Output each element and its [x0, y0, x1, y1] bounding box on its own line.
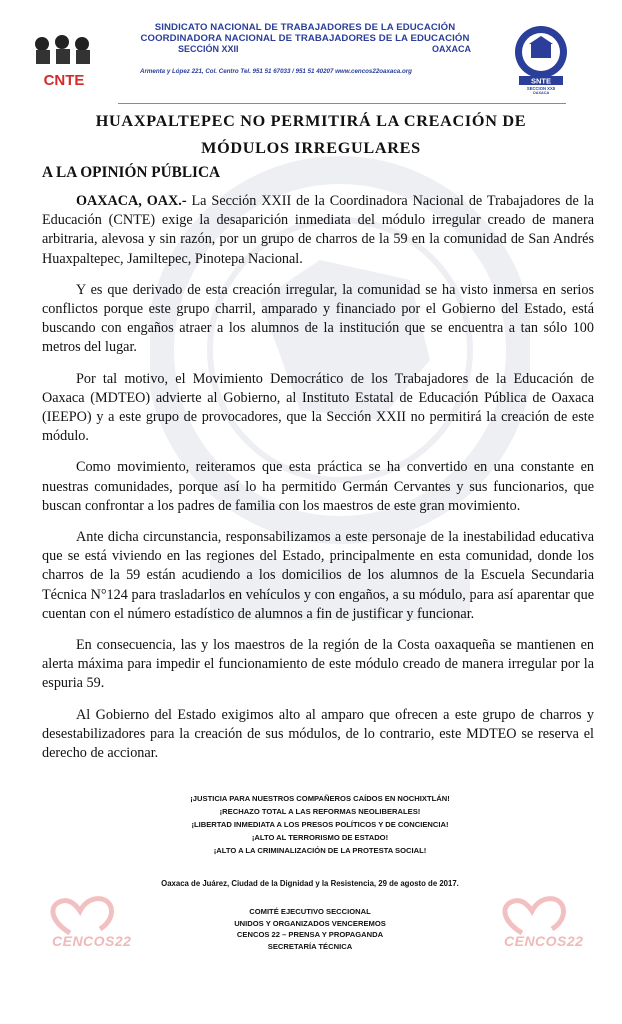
- signature-line: CENCOS 22 – PRENSA Y PROPAGANDA: [236, 930, 384, 939]
- cencos-heart-icon: [40, 893, 150, 937]
- header-divider: [118, 103, 566, 104]
- title-line-1: HUAXPALTEPEC NO PERMITIRÁ LA CREACIÓN DE: [95, 112, 527, 130]
- slogan-item: ¡RECHAZO TOTAL A LAS REFORMAS NEOLIBERALES!: [219, 807, 421, 816]
- signature-line: UNIDOS Y ORGANIZADOS VENCEREMOS: [234, 918, 386, 928]
- paragraph-6: En consecuencia, las y los maestros de la región de la Costa oaxaqueña se mantienen en alerta máxima para impedir el funcionamiento de este módulo creado de manera irregular por la espuria 59.: [42, 637, 594, 692]
- signature-line: COMITÉ EJECUTIVO SECCIONAL: [249, 907, 371, 916]
- paragraph-2: Y es que derivado de esta creación irregular, la comunidad se ha visto inmersa en serios conflictos porque este grupo charril, amparado y financiado por el Gobierno del Estado, está buscando con engaños atraer a los alumnos de la institución que se encuentra a tan sólo 100 metros del lugar.: [42, 281, 594, 356]
- signature-line: SECRETARÍA TÉCNICA: [267, 941, 353, 951]
- paragraph-7: Al Gobierno del Estado exigimos alto al amparo que ofrecen a este grupo de charros y desestabilizadores para la creación de sus módulos, de lo contrario, este MDTEO se reserva el derecho de accionar.: [42, 706, 594, 762]
- snte-logo-text: SNTE: [530, 76, 552, 86]
- header-union-name: SINDICATO NACIONAL DE TRABAJADORES DE LA EDUCACIÓN: [154, 22, 456, 33]
- slogan-item: ¡JUSTICIA PARA NUESTROS COMPAÑEROS CAÍDOS EN NOCHIXTLÁN!: [190, 794, 450, 803]
- cnte-logo-text: CNTE: [43, 72, 85, 89]
- paragraph-3: Por tal motivo, el Movimiento Democrático de los Trabajadores de la Educación de Oaxaca (MDTEO) advierte al Gobierno, al Instituto Estatal de Educación Pública de Oaxaca (IEEPO) y a este grupo de provocadores, que la Sección XXII no permitirá la creación de este módulo.: [42, 370, 594, 445]
- paragraph-4: Como movimiento, reiteramos que esta práctica se ha convertido en una constante en nuestras comunidades, porque así lo ha permitido Germán Cervantes y sus funcionarios, que buscan confrontar a los padres de familia con los maestros de este gran movimiento.: [42, 459, 594, 514]
- paragraph-5: Ante dicha circunstancia, responsabilizamos a este personaje de la inestabilidad educativa que se está viviendo en las regiones del Estado, principalmente en esta comunidad, donde los charros de la 59 están acudiendo a los domicilios de los alumnos de la Escuela Secundaria Técnica N°124 para trasladarlos en vehículos y con engaños, a su módulo, para así aparentar que cuentan con el número estadístico de alumnos a fin de justificar y funcionar.: [42, 529, 594, 622]
- signature-block: [190, 906, 430, 952]
- press-release-body: [42, 192, 594, 775]
- header-section: SECCIÓN XXII: [178, 44, 239, 54]
- cnte-logo: [28, 30, 100, 90]
- header-state: OAXACA: [432, 44, 472, 54]
- slogan-item: ¡ALTO AL TERRORISMO DE ESTADO!: [251, 833, 389, 842]
- cencos22-logo-right: [492, 893, 602, 953]
- header-coordinator-name: COORDINADORA NACIONAL DE TRABAJADORES DE LA EDUCACIÓN: [140, 33, 470, 44]
- slogans-block: [160, 792, 480, 857]
- snte-logo-subtext-2: OAXACA: [532, 91, 550, 94]
- cencos22-logo-left: [40, 893, 150, 953]
- title-line-2: MÓDULOS IRREGULARES: [201, 139, 421, 157]
- paragraph-1-text: La Sección XXII de la Coordinadora Nacional de Trabajadores de la Educación (CNTE) exige la desaparición inmediata del módulo irregular creado de manera arbitraria, alevosa y sin razón, por un grupo de charros de la 59 en la comunidad de San Andrés Huaxpaltepec, Jamiltepec, Pinotepa Nacional.: [42, 193, 594, 267]
- slogan-item: ¡LIBERTAD INMEDIATA A LOS PRESOS POLÍTICOS Y DE CONCIENCIA!: [191, 820, 449, 829]
- paragraph-1: [42, 192, 594, 269]
- document-title: [68, 108, 554, 162]
- header-section-row: [110, 44, 500, 56]
- salutation: A LA OPINIÓN PÚBLICA: [42, 164, 221, 181]
- cencos-heart-icon: [492, 893, 602, 937]
- slogan-item: ¡ALTO A LA CRIMINALIZACIÓN DE LA PROTESTA SOCIAL!: [213, 846, 427, 855]
- header-text: [110, 22, 500, 56]
- header-address: Armenta y López 221, Col. Centro Tel. 951 51 67033 / 951 51 40207 www.cencos22oaxaca.org: [140, 68, 412, 75]
- snte-seal-logo: [505, 22, 577, 94]
- cencos22-label: CENCOS22: [504, 933, 584, 949]
- cencos22-label: CENCOS22: [52, 933, 132, 949]
- snte-logo-subtext: SECCION XXII: [526, 86, 556, 91]
- place-and-date: Oaxaca de Juárez, Ciudad de la Dignidad y la Resistencia, 29 de agosto de 2017.: [161, 879, 459, 888]
- dateline: OAXACA, OAX.-: [76, 193, 187, 209]
